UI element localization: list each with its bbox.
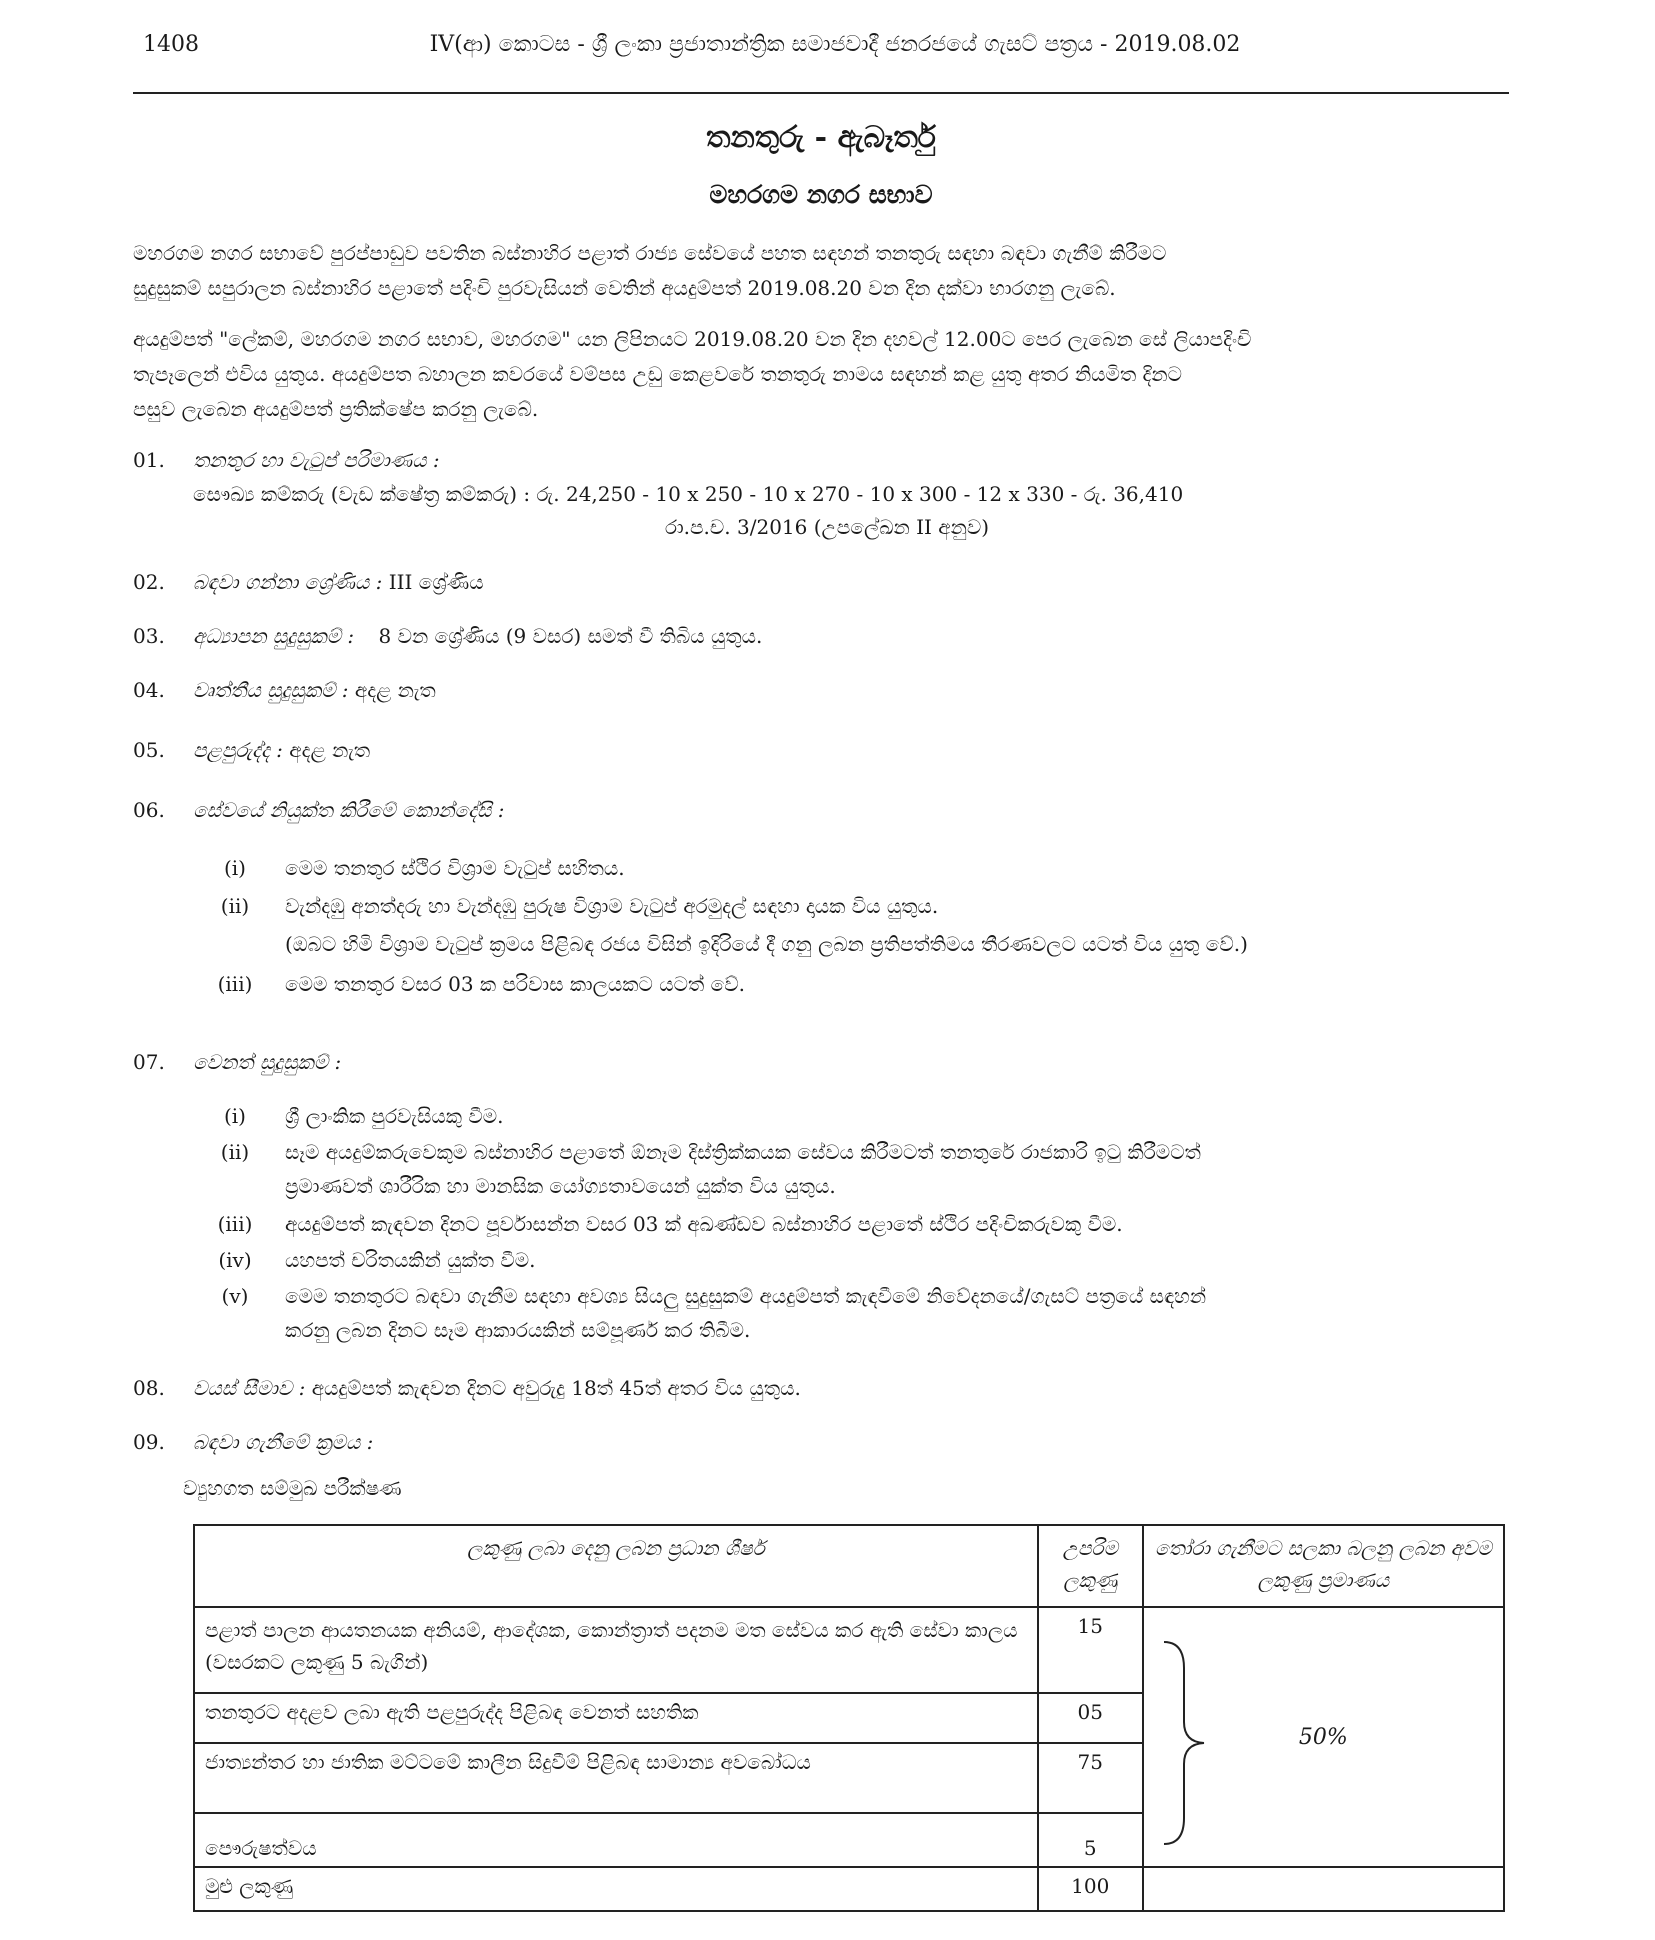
item-number: 09. bbox=[133, 1430, 165, 1454]
curly-brace-icon bbox=[1154, 1638, 1214, 1848]
item-row bbox=[193, 738, 370, 762]
sub-text: සෑම අයදුම්කරුවෙකුම බස්නාහිර පළාතේ ඕනෑම දිස්ත්‍රික්කයක සේවය කිරීමටත් තනතුරේ රාජකාරි ඉටු කිරීමටත් bbox=[285, 1140, 1201, 1164]
item-number: 01. bbox=[133, 448, 165, 472]
item-label: බඳවා ගන්නා ශ්‍රේණිය : bbox=[193, 570, 383, 594]
sub-mark: (iii) bbox=[217, 972, 253, 996]
header-max-marks: උපරිම ලකුණු bbox=[1038, 1525, 1143, 1607]
paragraph-line: අයදුම්පත් "ලේකම්, මහරගම නගර සභාව, මහරගම" යන ලිපිනයට 2019.08.20 වන දින දහවල් 12.00ට පෙර ලැබෙන සේ ලියාපදිංචි bbox=[133, 327, 1252, 351]
sub-mark: (ii) bbox=[220, 894, 250, 918]
item-label: තනතුර හා වැටුප් පරිමාණය : bbox=[193, 448, 440, 472]
item-value: 8 වන ශ්‍රේණිය (9 වසර) සමත් වී තිබිය යුතුය. bbox=[378, 624, 763, 648]
row-heading: ජාත්‍යන්තර හා ජාතික මට්ටමේ කාලීන සිදුවීම් පිළිබඳ සාමාන්‍ය අවබෝධය bbox=[194, 1743, 1038, 1813]
item-value: III ශ්‍රේණිය bbox=[388, 570, 484, 594]
sub-mark: (i) bbox=[223, 1104, 246, 1128]
row-heading: තනතුරට අදළව ලබා ඇති පළපුරුද්ද පිළිබඳ වෙනත් සහතික bbox=[194, 1693, 1038, 1743]
paragraph-line: පසුව ලැබෙන අයදුම්පත් ප්‍රතික්ෂේප කරනු ලැබේ. bbox=[133, 397, 539, 421]
sub-text: අයදුම්පත් කැඳවන දිනට පූර්වාසන්න වසර 03 ක් අඛණ්ඩව බස්නාහිර පළාතේ ස්ථිර පදිංචිකරුවකු වීම. bbox=[285, 1212, 1123, 1236]
min-marks-cell bbox=[1143, 1607, 1504, 1867]
item-label: අධ්‍යාපන සුදුසුකම් : bbox=[193, 624, 355, 648]
paragraph-line: මහරගම නගර සභාවේ පුරප්පාඩුව පවතින බස්නාහිර පළාත් රාජ්‍ය සේවයේ පහත සඳහන් තනතුරු සඳහා බඳවා ගැනීම් කිරීමට bbox=[133, 241, 1167, 265]
item-label: බඳවා ගැනීමේ ක්‍රමය : bbox=[193, 1430, 374, 1454]
min-marks-value: 50% bbox=[1298, 1724, 1348, 1750]
table-total-row bbox=[194, 1867, 1504, 1911]
item-label: වෘත්තීය සුදුසුකම් : bbox=[193, 678, 349, 702]
sub-text-cont: ප්‍රමාණවත් ශාරීරික හා මානසික යෝග්‍යතාවයෙන් යුක්ත විය යුතුය. bbox=[285, 1174, 836, 1198]
item-label: වයස් සීමාව : bbox=[193, 1376, 306, 1400]
sub-mark: (iii) bbox=[217, 1212, 253, 1236]
intro-paragraph-2 bbox=[133, 322, 1509, 427]
total-label: මුළු ලකුණු bbox=[194, 1867, 1038, 1911]
item-label: සේවයේ නියුක්ත කිරීමේ කොන්දේසි : bbox=[193, 798, 505, 822]
sub-text: මෙම තනතුර ස්ථිර විශ්‍රාම වැටුප් සහිතය. bbox=[285, 856, 625, 880]
item-value: අදළ නැත bbox=[354, 678, 436, 702]
item-number: 06. bbox=[133, 798, 165, 822]
item-number: 08. bbox=[133, 1376, 165, 1400]
running-title: IV(ආ) කොටස - ශ්‍රී ලංකා ප්‍රජාතාන්ත්‍රික සමාජවාදී ජනරජයේ ගැසට් පත්‍රය - 2019.08.02 bbox=[429, 32, 1241, 57]
sub-text: වැන්දඹු අනත්දරු හා වැන්දඹු පුරුෂ විශ්‍රාම වැටුප් අරමුදල් සඳහා දායක විය යුතුය. bbox=[285, 894, 939, 918]
item-number: 03. bbox=[133, 624, 165, 648]
item-label: වෙනත් සුදුසුකම් : bbox=[193, 1050, 342, 1074]
sub-text-note: (ඔබට හිමි විශ්‍රාම වැටුප් ක්‍රමය පිළිබඳ රජය විසින් ඉදිරියේ දී ගනු ලබන ප්‍රතිපත්තිමය තීරණවලට යටත් විය යුතු වේ.) bbox=[285, 932, 1248, 956]
header-rule bbox=[133, 92, 1509, 94]
total-max: 100 bbox=[1038, 1867, 1143, 1911]
sub-mark: (v) bbox=[221, 1284, 249, 1308]
item-number: 05. bbox=[133, 738, 165, 762]
row-max: 5 bbox=[1038, 1813, 1143, 1867]
selection-method: ව්‍යුහගත සම්මුඛ පරීක්ෂණ bbox=[183, 1476, 402, 1500]
notice-subtitle: මහරගම නගර සභාව bbox=[709, 180, 933, 209]
row-max: 05 bbox=[1038, 1693, 1143, 1743]
sub-mark: (i) bbox=[223, 856, 246, 880]
row-max: 75 bbox=[1038, 1743, 1143, 1813]
row-heading: පෞරුෂත්වය bbox=[194, 1813, 1038, 1867]
total-min-empty bbox=[1143, 1867, 1504, 1911]
item-label: පළපුරුද්ද : bbox=[193, 738, 283, 762]
notice-title: තනතුරු - ඇබෑර්තු bbox=[706, 120, 936, 155]
item-number: 07. bbox=[133, 1050, 165, 1074]
item-row bbox=[193, 624, 762, 648]
item-row bbox=[193, 1376, 801, 1400]
item-number: 04. bbox=[133, 678, 165, 702]
sub-text: මෙම තනතුරට බඳවා ගැනීම සඳහා අවශ්‍ය සියලු සුදුසුකම් අයදුම්පත් කැඳවීමේ නිවේදනයේ/ගැසට් පත්‍රයේ සඳහන් bbox=[285, 1284, 1207, 1308]
item-value: අයදුම්පත් කැඳවන දිනට අවුරුදු 18ත් 45ත් අතර විය යුතුය. bbox=[311, 1376, 801, 1400]
item-value: අදළ නැත bbox=[289, 738, 371, 762]
sub-mark: (ii) bbox=[220, 1140, 250, 1164]
salary-circular: රා.ප.ච. 3/2016 (උපලේඛන II අනුව) bbox=[665, 515, 990, 539]
sub-text: යහපත් චරිතයකින් යුක්ත වීම. bbox=[285, 1248, 536, 1272]
paragraph-line: සුදුසුකම් සපුරාලන බස්නාහිර පළාතේ පදිංචි පුරවැසියන් වෙතින් අයදුම්පත් 2019.08.20 වන දින දක්වා භාරගනු ලැබේ. bbox=[133, 276, 1116, 300]
sub-text-cont: කරනු ලබන දිනට සෑම ආකාරයකින් සම්පූර්ණ කර තිබීම. bbox=[285, 1318, 751, 1342]
header-main-heading: ලකුණු ලබා දෙනු ලබන ප්‍රධාන ශීර්ෂ bbox=[194, 1525, 1038, 1607]
item-number: 02. bbox=[133, 570, 165, 594]
marks-table bbox=[193, 1524, 1505, 1912]
paragraph-line: තැපෑලෙන් එවිය යුතුය. අයදුම්පත බහාලන කවරයේ වම්පස උඩු කෙළවරේ තනතුරු නාමය සඳහන් කළ යුතු අතර නියමිත දිනට bbox=[133, 362, 1183, 386]
sub-text: මෙම තනතුර වසර 03 ක පරිවාස කාලයකට යටත් වේ. bbox=[285, 972, 745, 996]
sub-mark: (iv) bbox=[218, 1248, 252, 1272]
post-and-salary: සෞඛ්‍ය කම්කරු (වැඩ ක්ෂේත්‍ර කම්කරු) : රු. 24,250 - 10 x 250 - 10 x 270 - 10 x 300 - 12 x 330 - රු. 36,410 bbox=[193, 482, 1184, 506]
row-heading: පළාත් පාලන ආයතනයක අනියම්, ආදේශක, කොන්ත්‍රාත් පදනම මත සේවය කර ඇති සේවා කාලය (වසරකට ලකුණු 5 බැගින්) bbox=[194, 1607, 1038, 1693]
table-header-row bbox=[194, 1525, 1504, 1607]
page-number: 1408 bbox=[143, 32, 199, 57]
item-row bbox=[193, 570, 484, 594]
sub-text: ශ්‍රී ලාංකික පුරවැසියකු වීම. bbox=[285, 1104, 504, 1128]
header-min-marks: තෝරා ගැනීමට සලකා බලනු ලබන අවම ලකුණු ප්‍රමාණය bbox=[1143, 1525, 1504, 1607]
item-row bbox=[193, 678, 436, 702]
table-row bbox=[194, 1607, 1504, 1693]
intro-paragraph-1 bbox=[133, 236, 1509, 306]
row-max: 15 bbox=[1038, 1607, 1143, 1693]
